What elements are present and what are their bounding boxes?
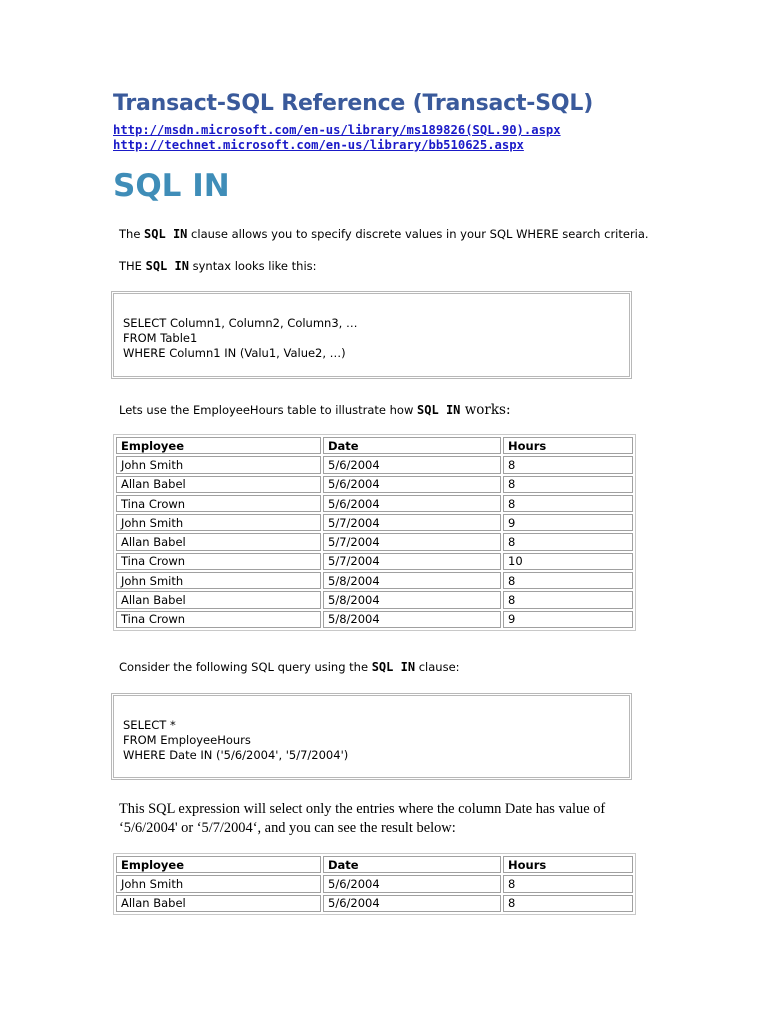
- employee-cell: John Smith: [116, 572, 321, 589]
- result-paragraph: This SQL expression will select only the entries where the column Date has value of ‘5/6/2004' or ‘5/7/2004‘, and you can see the result below:: [119, 801, 606, 836]
- column-header-date: Date: [323, 856, 501, 873]
- result-table: [113, 853, 636, 915]
- table-row: [116, 456, 633, 473]
- hours-cell: 8: [503, 533, 633, 550]
- syntax-intro-keyword: SQL IN: [145, 259, 189, 273]
- table-intro-after: works:: [460, 402, 511, 418]
- hours-cell: 8: [503, 591, 633, 608]
- date-cell: 5/6/2004: [323, 895, 501, 912]
- intro-paragraph: [119, 227, 649, 241]
- table-row: [116, 476, 633, 493]
- employee-cell: John Smith: [116, 875, 321, 892]
- employee-cell: Allan Babel: [116, 533, 321, 550]
- date-cell: 5/7/2004: [323, 533, 501, 550]
- employee-cell: Tina Crown: [116, 611, 321, 628]
- date-cell: 5/8/2004: [323, 572, 501, 589]
- date-cell: 5/8/2004: [323, 591, 501, 608]
- date-cell: 5/8/2004: [323, 611, 501, 628]
- hours-cell: 9: [503, 514, 633, 531]
- date-cell: 5/7/2004: [323, 553, 501, 570]
- hours-cell: 8: [503, 895, 633, 912]
- query-code: SELECT * FROM EmployeeHours WHERE Date IN ('5/6/2004', '5/7/2004'): [123, 718, 349, 762]
- table-intro-before: Lets use the EmployeeHours table to illustrate how: [119, 403, 418, 417]
- employee-cell: John Smith: [116, 514, 321, 531]
- syntax-code-box: [111, 291, 632, 379]
- employee-cell: Allan Babel: [116, 591, 321, 608]
- column-header-date: Date: [323, 437, 501, 454]
- table-row: [116, 611, 633, 628]
- hours-cell: 10: [503, 553, 633, 570]
- column-header-hours: Hours: [503, 856, 633, 873]
- column-header-hours: Hours: [503, 437, 633, 454]
- table-row: [116, 553, 633, 570]
- hours-cell: 8: [503, 875, 633, 892]
- query-intro-paragraph: [119, 660, 460, 674]
- table-header-row: [116, 437, 633, 454]
- hours-cell: 9: [503, 611, 633, 628]
- hours-cell: 8: [503, 572, 633, 589]
- hours-cell: 8: [503, 456, 633, 473]
- table-row: [116, 591, 633, 608]
- syntax-intro-before: THE: [119, 259, 146, 273]
- employee-cell: John Smith: [116, 456, 321, 473]
- employee-cell: Tina Crown: [116, 495, 321, 512]
- table-row: [116, 572, 633, 589]
- date-cell: 5/6/2004: [323, 875, 501, 892]
- employee-cell: Allan Babel: [116, 895, 321, 912]
- query-code-box: [111, 693, 632, 780]
- intro-text-before: The: [119, 227, 145, 241]
- hours-cell: 8: [503, 495, 633, 512]
- table-intro-keyword: SQL IN: [417, 403, 461, 417]
- employee-cell: Allan Babel: [116, 476, 321, 493]
- page-title: SQL IN: [113, 168, 230, 204]
- syntax-code: SELECT Column1, Column2, Column3, … FROM Table1 WHERE Column1 IN (Valu1, Value2, …): [123, 316, 358, 360]
- table-row: [116, 875, 633, 892]
- query-intro-after: clause:: [415, 660, 460, 674]
- reference-title: Transact-SQL Reference (Transact-SQL): [113, 91, 594, 116]
- technet-link[interactable]: http://technet.microsoft.com/en-us/library/bb510625.aspx: [113, 138, 524, 152]
- column-header-employee: Employee: [116, 856, 321, 873]
- table-row: [116, 495, 633, 512]
- table-header-row: [116, 856, 633, 873]
- date-cell: 5/6/2004: [323, 456, 501, 473]
- hours-cell: 8: [503, 476, 633, 493]
- date-cell: 5/6/2004: [323, 495, 501, 512]
- table-intro-paragraph: [119, 402, 511, 418]
- employee-hours-table: [113, 434, 636, 631]
- date-cell: 5/7/2004: [323, 514, 501, 531]
- msdn-link[interactable]: http://msdn.microsoft.com/en-us/library/ms189826(SQL.90).aspx: [113, 123, 561, 137]
- query-intro-before: Consider the following SQL query using the: [119, 660, 372, 674]
- query-intro-keyword: SQL IN: [371, 660, 416, 674]
- date-cell: 5/6/2004: [323, 476, 501, 493]
- column-header-employee: Employee: [116, 437, 321, 454]
- intro-keyword: SQL IN: [144, 227, 188, 241]
- table-row: [116, 514, 633, 531]
- table-row: [116, 533, 633, 550]
- syntax-intro-paragraph: [119, 259, 317, 273]
- employee-cell: Tina Crown: [116, 553, 321, 570]
- syntax-intro-after: syntax looks like this:: [188, 259, 317, 273]
- intro-text-after: clause allows you to specify discrete values in your SQL WHERE search criteria.: [187, 227, 649, 241]
- table-row: [116, 895, 633, 912]
